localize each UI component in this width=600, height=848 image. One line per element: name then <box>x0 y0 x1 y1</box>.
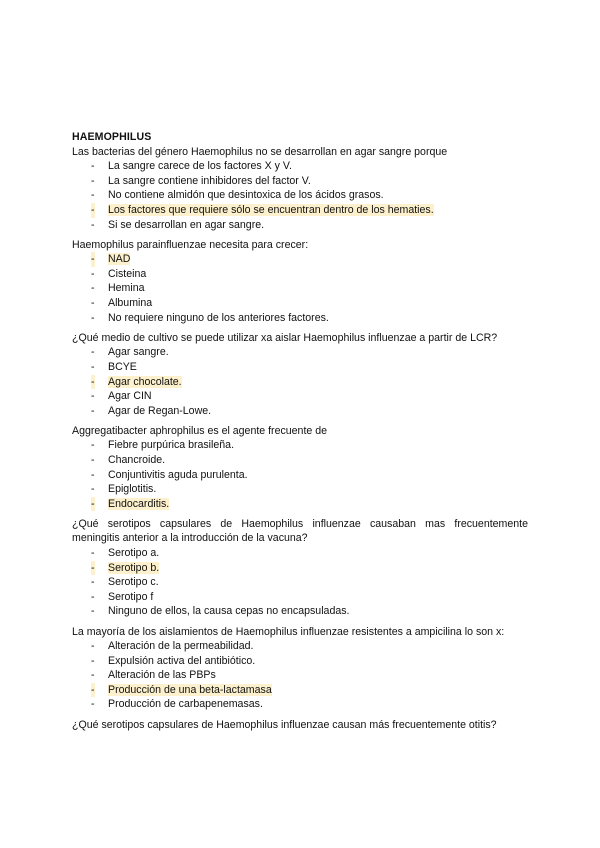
bullet-dash: - <box>91 253 95 266</box>
answer-option-text: Hemina <box>108 282 145 295</box>
answer-option-highlighted <box>72 203 528 218</box>
answer-option-highlighted <box>72 252 528 267</box>
question-text: La mayoría de los aislamientos de Haemophilus influenzae resistentes a ampicilina lo son x: <box>72 625 505 638</box>
answer-option-text: Serotipo a. <box>108 547 160 560</box>
answer-option <box>72 590 528 605</box>
bullet-dash: - <box>91 267 95 280</box>
answer-option-text: Alteración de la permeabilidad. <box>108 640 254 653</box>
bullet-dash: - <box>91 160 95 173</box>
bullet-dash: - <box>91 547 95 560</box>
answer-options <box>72 252 528 325</box>
answer-options <box>72 345 528 418</box>
bullet-dash: - <box>91 189 95 202</box>
answer-option-text: Serotipo f <box>108 590 154 603</box>
bullet-dash: - <box>91 605 95 618</box>
answer-option-text: Agar de Regan-Lowe. <box>108 404 212 417</box>
bullet-dash: - <box>91 669 95 682</box>
bullet-dash: - <box>91 640 95 653</box>
answer-option <box>72 482 528 497</box>
answer-option-text: No requiere ninguno de los anteriores factores. <box>108 311 329 324</box>
answer-option-text: La sangre contiene inhibidores del factor V. <box>108 174 311 187</box>
answer-option-text: Alteración de las PBPs <box>108 669 216 682</box>
bullet-dash: - <box>91 439 95 452</box>
answer-option <box>72 218 528 233</box>
answer-option-text: BCYE <box>108 360 137 373</box>
answer-option-text: No contiene almidón que desintoxica de los ácidos grasos. <box>108 189 384 202</box>
bullet-dash: - <box>91 390 95 403</box>
question-text: Aggregatibacter aphrophilus es el agente frecuente de <box>72 424 328 437</box>
bullet-dash: - <box>91 404 95 417</box>
answer-option <box>72 389 528 404</box>
bullet-dash: - <box>91 282 95 295</box>
answer-option-text: NAD <box>108 253 131 266</box>
bullet-dash: - <box>91 561 95 574</box>
answer-option-highlighted <box>72 561 528 576</box>
answer-option-text: Producción de carbapenemasas. <box>108 698 263 711</box>
answer-option <box>72 159 528 174</box>
answer-option-text: Cisteina <box>108 267 147 280</box>
answer-option-text: Chancroide. <box>108 453 166 466</box>
document-title: HAEMOPHILUS <box>72 131 152 143</box>
bullet-dash: - <box>91 483 95 496</box>
bullet-dash: - <box>91 174 95 187</box>
answer-option <box>72 281 528 296</box>
bullet-dash: - <box>91 360 95 373</box>
answer-option <box>72 267 528 282</box>
answer-option <box>72 468 528 483</box>
answer-option-text: Ninguno de ellos, la causa cepas no encapsuladas. <box>108 605 350 618</box>
question-text: Las bacterias del género Haemophilus no se desarrollan en agar sangre porque <box>72 145 448 158</box>
answer-option-text: La sangre carece de los factores X y V. <box>108 160 292 173</box>
bullet-dash: - <box>91 497 95 510</box>
answer-option <box>72 174 528 189</box>
answer-option <box>72 668 528 683</box>
document-content <box>72 130 528 738</box>
question-text: ¿Qué serotipos capsulares de Haemophilus influenzae causaban mas frecuentemente meningitis anterior a la introducción de la vacuna? <box>72 517 528 545</box>
question-block <box>72 625 528 713</box>
answer-option-text: Agar chocolate. <box>108 375 182 388</box>
question-block <box>72 238 528 326</box>
question-list <box>72 145 528 733</box>
bullet-dash: - <box>91 698 95 711</box>
answer-option <box>72 188 528 203</box>
answer-option <box>72 296 528 311</box>
bullet-dash: - <box>91 590 95 603</box>
bullet-dash: - <box>91 375 95 388</box>
answer-option-text: Conjuntivitis aguda purulenta. <box>108 468 248 481</box>
answer-option-text: Fiebre purpúrica brasileña. <box>108 439 235 452</box>
bullet-dash: - <box>91 218 95 231</box>
bullet-dash: - <box>91 311 95 324</box>
answer-options <box>72 159 528 232</box>
answer-option-text: Agar CIN <box>108 390 152 403</box>
answer-option-highlighted <box>72 683 528 698</box>
answer-option-text: Producción de una beta-lactamasa <box>108 683 272 696</box>
question-block <box>72 718 528 733</box>
bullet-dash: - <box>91 576 95 589</box>
answer-option-highlighted <box>72 497 528 512</box>
answer-option <box>72 453 528 468</box>
answer-option <box>72 654 528 669</box>
answer-option <box>72 575 528 590</box>
bullet-dash: - <box>91 654 95 667</box>
answer-option-text: Albumina <box>108 297 153 310</box>
bullet-dash: - <box>91 468 95 481</box>
answer-option-text: Expulsión activa del antibiótico. <box>108 654 256 667</box>
answer-option-highlighted <box>72 375 528 390</box>
question-block <box>72 424 528 512</box>
answer-option-text: Si se desarrollan en agar sangre. <box>108 218 265 231</box>
answer-option-text: Endocarditis. <box>108 497 170 510</box>
answer-options <box>72 639 528 712</box>
bullet-dash: - <box>91 346 95 359</box>
answer-option <box>72 604 528 619</box>
bullet-dash: - <box>91 297 95 310</box>
question-text: ¿Qué serotipos capsulares de Haemophilus influenzae causan más frecuentemente otitis? <box>72 718 497 731</box>
answer-option-text: Los factores que requiere sólo se encuentran dentro de los hematies. <box>108 203 434 216</box>
question-block <box>72 331 528 419</box>
answer-option <box>72 697 528 712</box>
answer-option <box>72 311 528 326</box>
question-text: Haemophilus parainfluenzae necesita para crecer: <box>72 238 309 251</box>
question-block <box>72 517 528 619</box>
bullet-dash: - <box>91 203 95 216</box>
bullet-dash: - <box>91 683 95 696</box>
answer-option-text: Epiglotitis. <box>108 483 157 496</box>
answer-option-text: Serotipo b. <box>108 561 160 574</box>
answer-option-text: Agar sangre. <box>108 346 169 359</box>
answer-options <box>72 546 528 619</box>
answer-option <box>72 345 528 360</box>
answer-option <box>72 546 528 561</box>
question-text: ¿Qué medio de cultivo se puede utilizar xa aislar Haemophilus influenzae a partir de LCR? <box>72 331 498 344</box>
answer-option <box>72 438 528 453</box>
answer-option <box>72 404 528 419</box>
answer-option <box>72 639 528 654</box>
bullet-dash: - <box>91 453 95 466</box>
answer-options <box>72 438 528 511</box>
question-block <box>72 145 528 233</box>
answer-option <box>72 360 528 375</box>
answer-option-text: Serotipo c. <box>108 576 159 589</box>
